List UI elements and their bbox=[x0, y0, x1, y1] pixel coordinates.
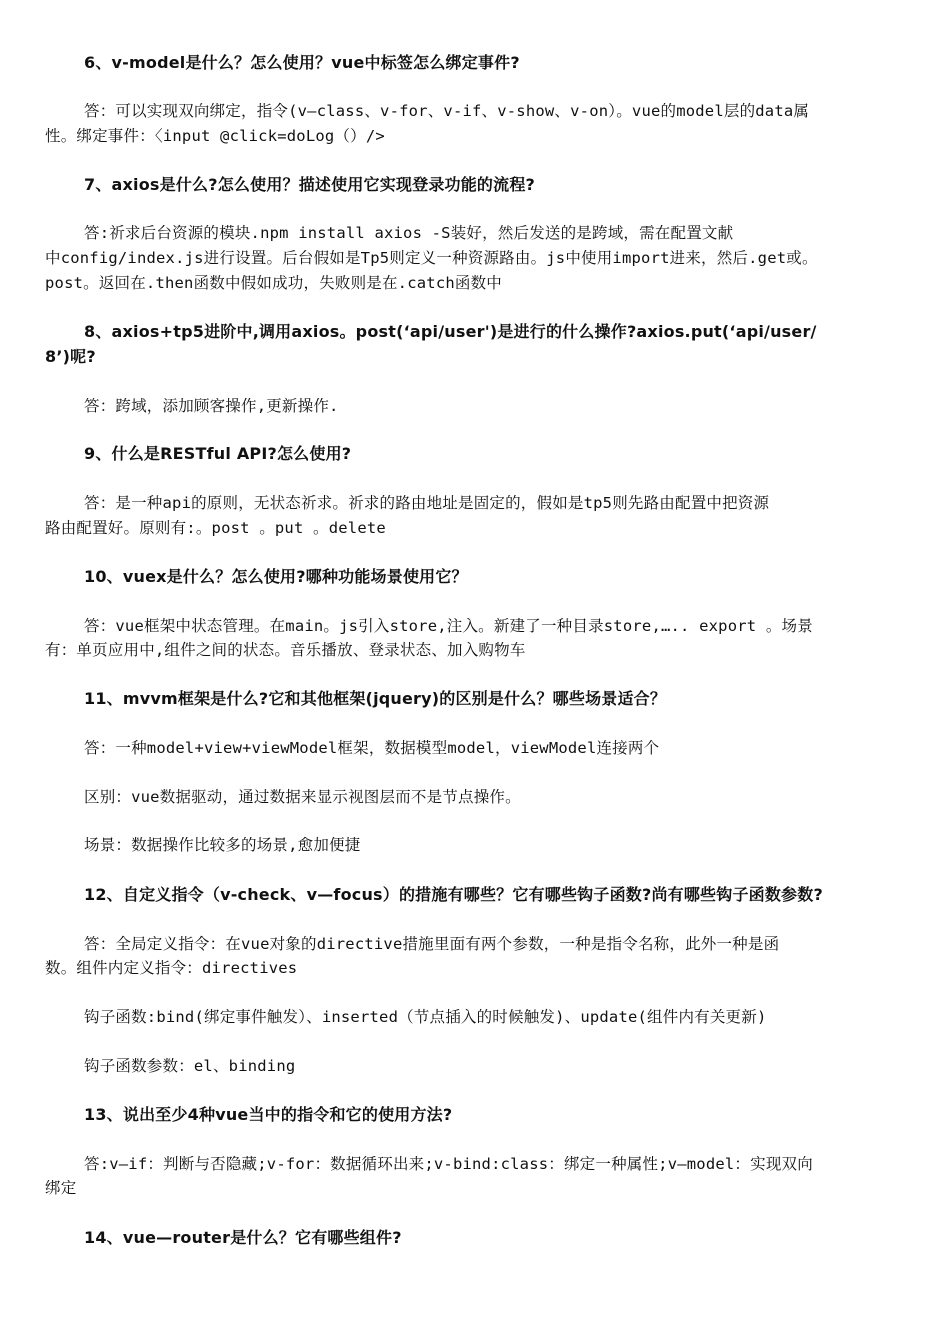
answer-11-scenario: 场景：数据操作比较多的场景,愈加便捷 bbox=[84, 836, 361, 854]
question-6: 6、v-model是什么？怎么使用？vue中标签怎么绑定事件? bbox=[84, 53, 520, 72]
question-7: 7、axios是什么?怎么使用？描述使用它实现登录功能的流程? bbox=[84, 175, 536, 194]
answer-12-hook-params: 钩子函数参数：el、binding bbox=[84, 1057, 296, 1075]
answer-11-difference: 区别：vue数据驱动，通过数据来显示视图层而不是节点操作。 bbox=[84, 788, 521, 806]
question-11: 11、mvvm框架是什么?它和其他框架(jquery)的区别是什么？哪些场景适合？ bbox=[84, 689, 667, 708]
answer-6-line-1: 答：可以实现双向绑定，指令(v—class、v-for、v-if、v-show、v-on）。vue的model层的data属 bbox=[84, 102, 810, 120]
question-14: 14、vue—router是什么？它有哪些组件? bbox=[84, 1228, 402, 1247]
answer-9-line-1: 答：是一种api的原则，无状态祈求。祈求的路由地址是固定的，假如是tp5则先路由配置中把资源 bbox=[84, 494, 770, 512]
answer-10-line-1: 答：vue框架中状态管理。在main。js引入store,注入。新建了一种目录store,….. export 。场景 bbox=[84, 617, 813, 635]
answer-6-line-2: 性。绑定事件：〈input @click=doLog（）/> bbox=[45, 127, 385, 145]
answer-11: 答：一种model+view+viewModel框架，数据模型model，viewModel连接两个 bbox=[84, 739, 660, 757]
answer-8: 答：跨域，添加顾客操作,更新操作. bbox=[84, 397, 339, 415]
answer-12-line-2: 数。组件内定义指令：directives bbox=[45, 959, 298, 977]
answer-10-line-2: 有：单页应用中,组件之间的状态。音乐播放、登录状态、加入购物车 bbox=[45, 641, 526, 659]
question-8-line-1: 8、axios+tp5进阶中,调用axios。post(‘api/user')是进行的什么操作?axios.put(‘api/user/ bbox=[84, 322, 817, 341]
question-12: 12、自定义指令（v-check、v—focus）的措施有哪些？它有哪些钩子函数?尚有哪些钩子函数参数? bbox=[84, 885, 823, 904]
answer-9-line-2: 路由配置好。原则有:。post 。put 。delete bbox=[45, 519, 386, 537]
answer-7-line-3: post。返回在.then函数中假如成功，失败则是在.catch函数中 bbox=[45, 274, 502, 292]
answer-7-line-1: 答:祈求后台资源的模块.npm install axios -S装好，然后发送的是跨域，需在配置文献 bbox=[84, 224, 734, 242]
question-9: 9、什么是RESTful API?怎么使用? bbox=[84, 444, 352, 463]
answer-7-line-2: 中config/index.js进行设置。后台假如是Tp5则定义一种资源路由。js中使用import进来，然后.get或。 bbox=[45, 249, 818, 267]
question-13: 13、说出至少4种vue当中的指令和它的使用方法? bbox=[84, 1105, 453, 1124]
answer-13-line-1: 答:v—if：判断与否隐藏;v-for：数据循环出来;v-bind:class：绑定一种属性;v—model：实现双向 bbox=[84, 1155, 813, 1173]
answer-12-hooks: 钩子函数:bind(绑定事件触发）、inserted（节点插入的时候触发)、update(组件内有关更新) bbox=[84, 1008, 767, 1026]
question-10: 10、vuex是什么？怎么使用?哪种功能场景使用它？ bbox=[84, 567, 468, 586]
question-8-line-2: 8’)呢? bbox=[45, 347, 96, 366]
answer-12-line-1: 答：全局定义指令：在vue对象的directive措施里面有两个参数，一种是指令名称，此外一种是函 bbox=[84, 935, 780, 953]
answer-13-line-2: 绑定 bbox=[45, 1179, 77, 1197]
